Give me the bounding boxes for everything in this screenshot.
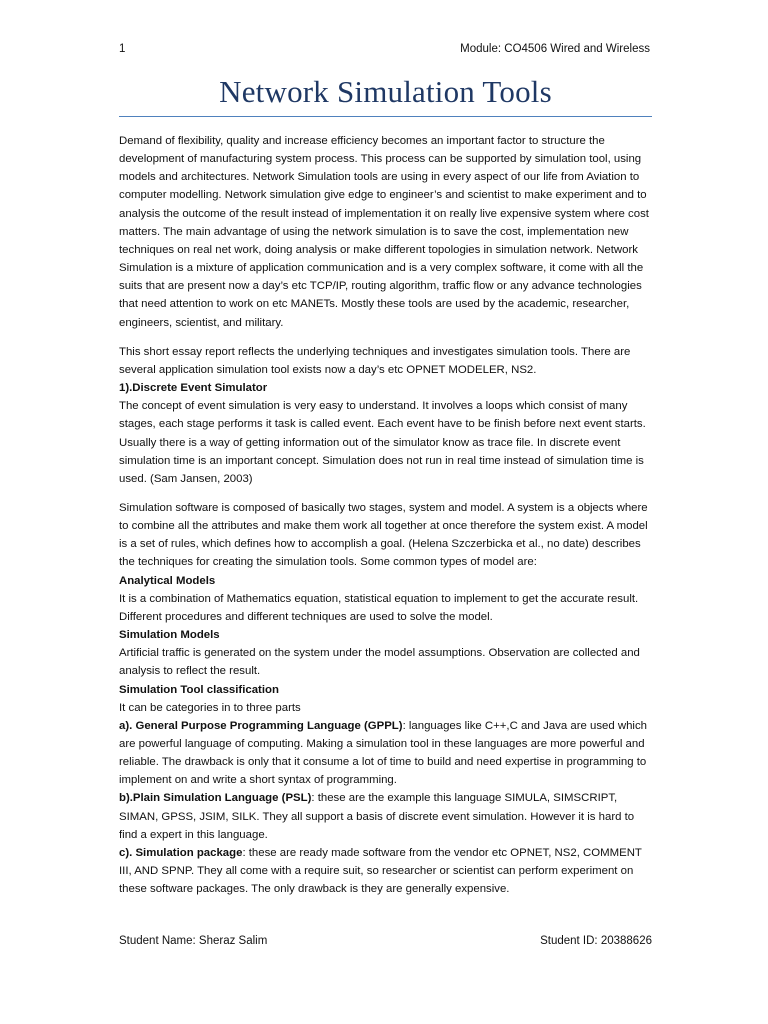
simulation-package-label: c). Simulation package [119, 846, 243, 859]
scope-paragraph: This short essay report reflects the underlying techniques and investigates simulation tools. There are several application simulation tool exists now a day’s etc OPNET MODELER, NS2. [119, 345, 631, 376]
simulation-package-item [119, 844, 654, 898]
gppl-label: a). General Purpose Programming Language (GPPL) [119, 719, 403, 732]
title-underline [119, 116, 652, 117]
student-name: Student Name: Sheraz Salim [119, 935, 268, 947]
simulation-package-text: : these are ready made software from the vendor etc OPNET, NS2, COMMENT III, AND SPNP. They all come with a require suit, so researcher or scientist can perform experiment on these software packages. The only drawback is they are generally expensive. [119, 846, 642, 896]
document-body [119, 132, 654, 898]
heading-simulation-models: Simulation Models [119, 629, 220, 642]
discrete-event-paragraph: The concept of event simulation is very easy to understand. It involves a loops which consist of many stages, each stage performs it task is called event. Each event have to be finish before next event starts. Usually there is a way of getting information out of the simulator know as trace file. In discrete event simulation time is an important concept. Simulation does not run in real time instead of simulation time is used. (Sam Jansen, 2003) [119, 400, 646, 485]
module-header: Module: CO4506 Wired and Wireless [460, 43, 650, 55]
student-id: Student ID: 20388626 [540, 935, 652, 947]
page-number: 1 [119, 43, 126, 55]
psl-item [119, 789, 654, 843]
analytical-models-paragraph: It is a combination of Mathematics equation, statistical equation to implement to get the accurate result. Different procedures and different techniques are used to solve the model. [119, 592, 639, 623]
heading-analytical-models: Analytical Models [119, 574, 216, 587]
gppl-text: : languages like C++,C and Java are used which are powerful language of computing. Making a simulation tool in these languages are more powerful and reliable. The drawback is only that it consume a lot of time to build and need expertise in programming to implement on and write a short syntax of programming. [119, 719, 647, 787]
page-title: Network Simulation Tools [219, 74, 552, 109]
classification-intro: It can be categories in to three parts [119, 701, 301, 714]
heading-tool-classification: Simulation Tool classification [119, 683, 279, 696]
gppl-item [119, 717, 654, 790]
simulation-models-paragraph: Artificial traffic is generated on the system under the model assumptions. Observation are collected and analysis to reflect the result. [119, 647, 640, 678]
intro-paragraph: Demand of flexibility, quality and increase efficiency becomes an important factor to structure the development of manufacturing system process. This process can be supported by simulation tool, using models and architectures. Network Simulation tools are using in every aspect of our life from Aviation to computer modelling. Network simulation give edge to engineer’s and scientist to make experiment and to analysis the outcome of the result instead of implementation it on really live expensive system where cost matters. The main advantage of using the network simulation is to save the cost, implementation new techniques on real net work, doing analysis or make different topologies in simulation network. Network Simulation is a mixture of application communication and is a very complex software, it come with all the suits that are present now a day’s etc TCP/IP, routing algorithm, traffic flow or any advance technologies that need attention to work on etc MANETs. Mostly these tools are used by the academic, researcher, engineers, scientist, and military. [119, 135, 649, 329]
heading-discrete-event: 1).Discrete Event Simulator [119, 382, 268, 395]
psl-text: : these are the example this language SIMULA, SIMSCRIPT, SIMAN, GPSS, JSIM, SILK. They all support a basis of discrete event simulation. However it is hard to find a expert in this language. [119, 792, 635, 841]
simulation-software-paragraph: Simulation software is composed of basically two stages, system and model. A system is a objects where to combine all the attributes and make them work all together at once therefore the system exist. A model is a set of rules, which defines how to accomplish a goal. (Helena Szczerbicka et al., no date) describes the techniques for creating the simulation tools. Some common types of model are: [119, 501, 648, 569]
psl-label: b).Plain Simulation Language (PSL) [119, 792, 312, 805]
